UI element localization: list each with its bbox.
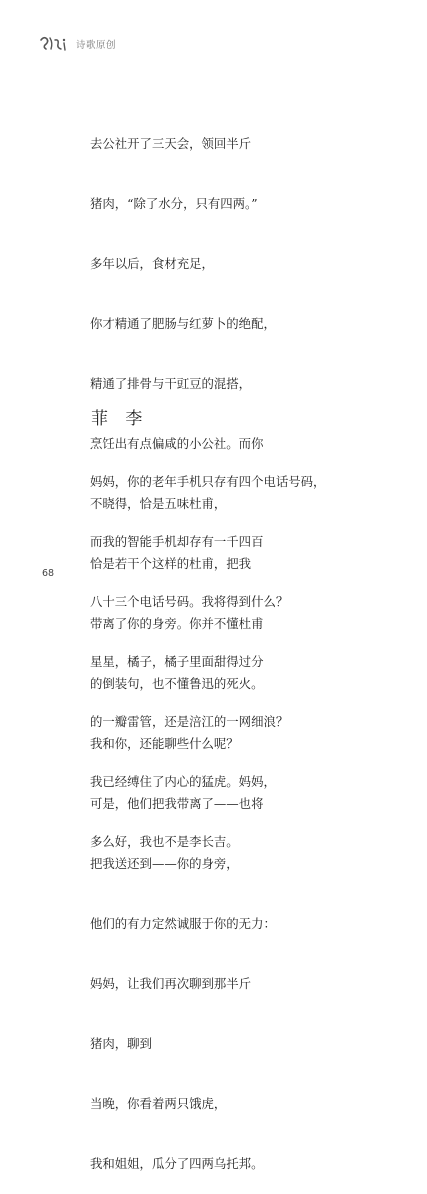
- poem-line: 不晓得，恰是五味杜甫，: [90, 496, 227, 511]
- poem-line: 我已经缚住了内心的猛虎。妈妈，: [90, 774, 276, 789]
- poem-line: 带离了你的身旁。你并不懂杜甫: [90, 616, 264, 631]
- poem-body-2: [90, 432, 325, 872]
- poem-line: 的倒装句，也不懂鲁迅的死火。: [90, 676, 264, 691]
- poem-line: 他们的有力定然诚服于你的无力：: [90, 916, 276, 931]
- poem-line: 妈妈，让我们再次聊到那半斤: [90, 976, 252, 991]
- poem-line: 去公社开了三天会，领回半斤: [90, 136, 252, 151]
- poem-line: 精通了排骨与干豇豆的混搭，: [90, 376, 252, 391]
- poem-line: 八十三个电话号码。我将得到什么？: [90, 594, 289, 609]
- poem-line: 猪肉，聊到: [90, 1036, 152, 1051]
- poem-line: 我和你，还能聊些什么呢？: [90, 736, 239, 751]
- poem-line: 多年以后，食材充足，: [90, 256, 214, 271]
- poem-line: 烹饪出有点偏咸的小公社。而你: [90, 436, 264, 451]
- poem-line: 把我送还到——你的身旁，: [90, 856, 239, 871]
- poem-line: 你才精通了肥肠与红萝卜的绝配，: [90, 316, 276, 331]
- page-number: 68: [42, 568, 55, 579]
- section-name: 诗歌原创: [76, 40, 117, 51]
- poem-line: 猪肉，“除了水分，只有四两。”: [90, 196, 258, 211]
- calligraphy-logo-icon: [38, 34, 70, 54]
- poem-line: 的一瓣雷管，还是涪江的一网细浪？: [90, 714, 289, 729]
- poem-line: 恰是若干个这样的杜甫，把我: [90, 556, 252, 571]
- poem-line: 可是，他们把我带离了——也将: [90, 796, 264, 811]
- poem-line: 多么好，我也不是李长吉。: [90, 834, 239, 849]
- poem-title: 菲 李: [91, 409, 149, 429]
- poem-line: 妈妈，你的老年手机只存有四个电话号码，: [90, 474, 326, 489]
- poem-line: 当晚，你看着两只饿虎，: [90, 1096, 227, 1111]
- poem-line: 而我的智能手机却存有一千四百: [90, 534, 264, 549]
- poem-line: 星星，橘子，橘子里面甜得过分: [90, 654, 264, 669]
- running-header: [38, 34, 116, 54]
- poem-line: 我和姐姐，瓜分了四两乌托邦。: [90, 1156, 264, 1171]
